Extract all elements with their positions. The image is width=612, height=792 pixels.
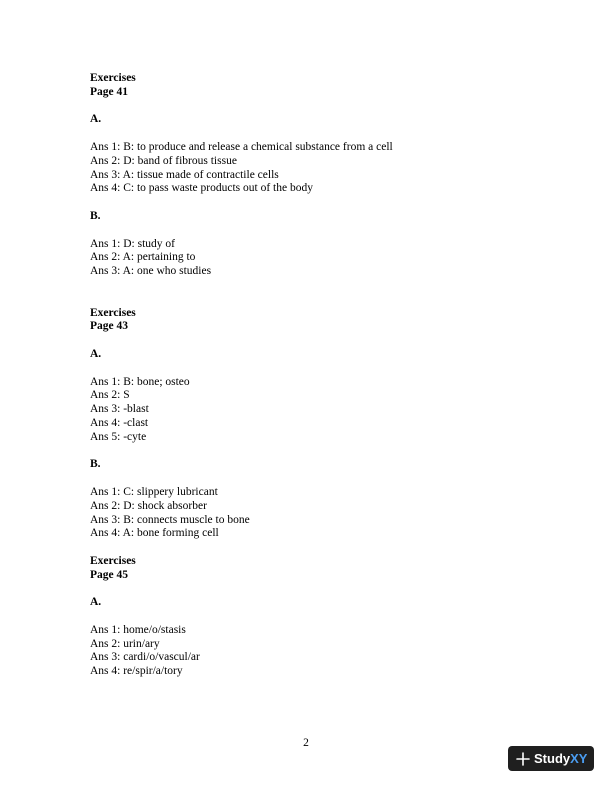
answer-line: Ans 2: S bbox=[90, 389, 130, 402]
answer-line: Ans 1: D: study of bbox=[90, 237, 175, 250]
section-page-43 bbox=[90, 307, 530, 542]
answer-line: Ans 4: re/spir/a/tory bbox=[90, 665, 183, 678]
section-page-label: Page 41 bbox=[90, 85, 129, 98]
answer-line: Ans 3: A: tissue made of contractile cells bbox=[90, 168, 279, 181]
answer-line: Ans 1: home/o/stasis bbox=[90, 623, 186, 636]
answer-line: Ans 3: cardi/o/vascul/ar bbox=[90, 651, 200, 664]
badge-brand-accent: XY bbox=[570, 751, 588, 766]
answer-line: Ans 3: B: connects muscle to bone bbox=[90, 513, 250, 526]
section-heading: Exercises bbox=[90, 72, 136, 84]
plus-icon bbox=[516, 752, 530, 766]
answer-line: Ans 4: -clast bbox=[90, 416, 149, 429]
section-page-41 bbox=[90, 72, 530, 279]
answer-line: Ans 1: C: slippery lubricant bbox=[90, 485, 218, 498]
section-heading: Exercises bbox=[90, 554, 136, 567]
page-number: 2 bbox=[303, 737, 309, 749]
answer-line: Ans 4: A: bone forming cell bbox=[90, 527, 219, 540]
section-heading: Exercises bbox=[90, 306, 136, 319]
group-label: A. bbox=[90, 596, 102, 609]
badge-brand bbox=[534, 751, 587, 766]
section-page-label: Page 45 bbox=[90, 568, 129, 581]
studyxy-badge[interactable] bbox=[508, 746, 594, 771]
group-label: A. bbox=[90, 347, 102, 360]
document-body bbox=[90, 72, 530, 679]
answer-line: Ans 4: C: to pass waste products out of the body bbox=[90, 182, 313, 195]
group-label: B. bbox=[90, 209, 101, 222]
section-page-label: Page 43 bbox=[90, 320, 129, 333]
answer-line: Ans 2: D: band of fibrous tissue bbox=[90, 154, 237, 167]
group-label: A. bbox=[90, 113, 102, 126]
answer-line: Ans 2: A: pertaining to bbox=[90, 251, 196, 264]
answer-line: Ans 2: urin/ary bbox=[90, 637, 160, 650]
answer-line: Ans 1: B: to produce and release a chemical substance from a cell bbox=[90, 140, 393, 153]
section-page-45 bbox=[90, 555, 530, 679]
group-label: B. bbox=[90, 458, 101, 471]
answer-line: Ans 2: D: shock absorber bbox=[90, 499, 207, 512]
answer-line: Ans 1: B: bone; osteo bbox=[90, 375, 190, 388]
badge-brand-main: Study bbox=[534, 751, 571, 766]
answer-line: Ans 3: -blast bbox=[90, 403, 149, 416]
answer-line: Ans 3: A: one who studies bbox=[90, 265, 212, 278]
answer-line: Ans 5: -cyte bbox=[90, 430, 147, 443]
